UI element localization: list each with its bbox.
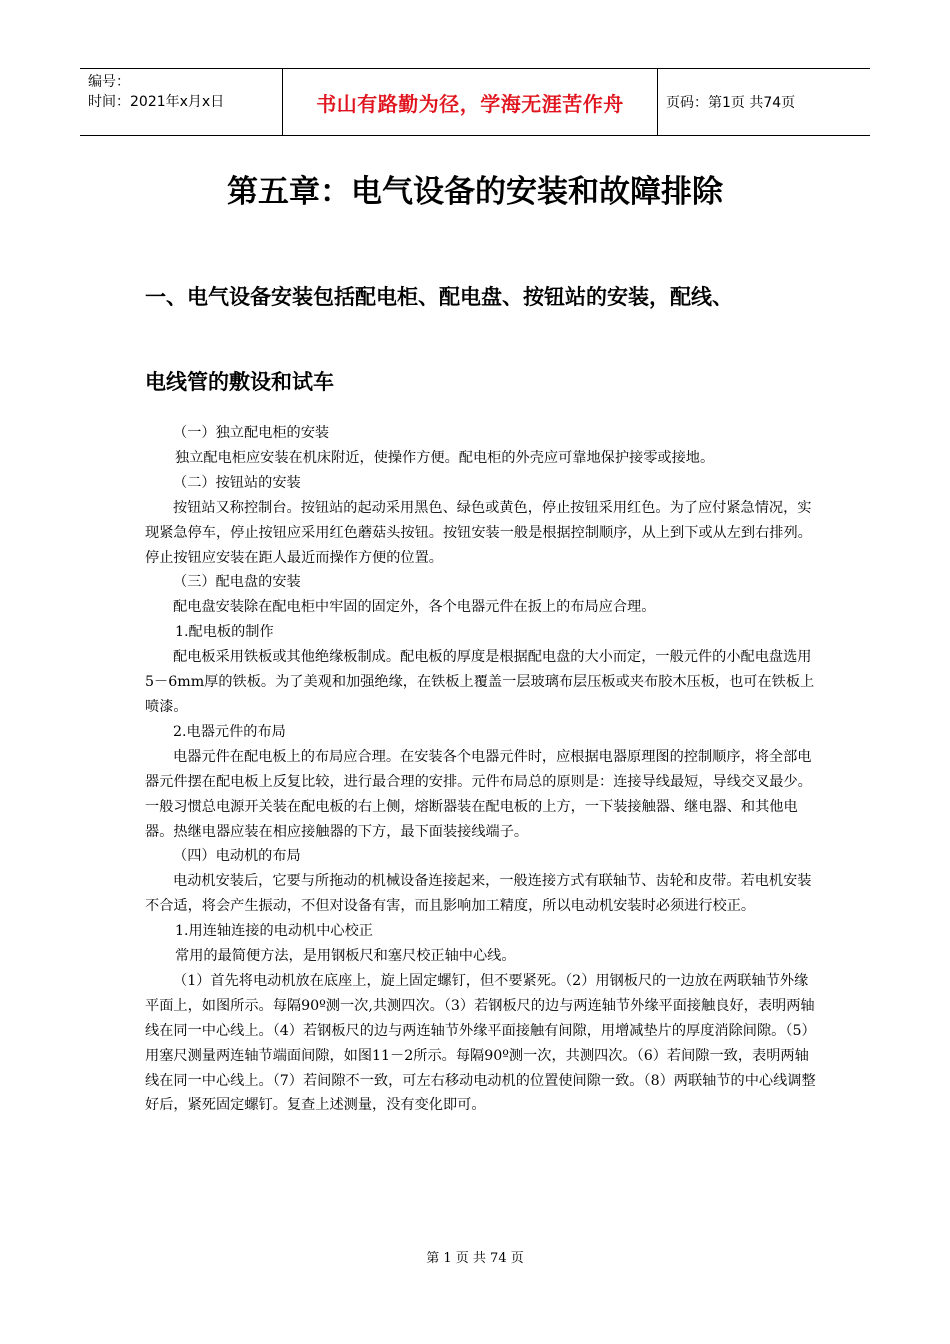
- body-paragraph: 常用的最简便方法，是用钢板尺和塞尺校正轴中心线。: [175, 948, 516, 965]
- page-footer: 第 1 页 共 74 页: [426, 1251, 524, 1266]
- section-heading-line-2: 电线管的敷设和试车: [145, 370, 334, 394]
- header-meta: [80, 69, 282, 135]
- body-paragraph: 配电板采用铁板或其他绝缘板制成。配电板的厚度是根据配电盘的大小而定，一般元件的小配电盘选用5－6mm厚的铁板。为了美观和加强绝缘，在铁板上覆盖一层玻璃布层压板或夹布胶木压板，也可在铁板上喷漆。: [145, 649, 815, 715]
- body-paragraph: 独立配电柜应安装在机床附近，使操作方便。配电柜的外壳应可靠地保护接零或接地。: [175, 449, 715, 466]
- body-paragraph: （一）独立配电柜的安装: [173, 425, 330, 441]
- motto-text: 书山有路勤为径，学海无涯苦作舟: [316, 91, 624, 116]
- section-heading-line-1: 一、电气设备安装包括配电柜、配电盘、按钮站的安装，配线、: [145, 285, 733, 309]
- body-paragraph: 配电盘安装除在配电柜中牢固的固定外，各个电器元件在扳上的布局应合理。: [173, 599, 656, 616]
- body-paragraph: 电器元件在配电板上的布局应合理。在安装各个电器元件时，应根据电器原理图的控制顺序，将全部电器元件摆在配电板上反复比较，进行最合理的安排。元件布局总的原则是：连接导线最短，导线交叉最少。一般习惯总电源开关装在配电板的右上侧，熔断器装在配电板的上方，一下装接触器、继电器、和其他电器。热继电器应装在相应接触器的下方，最下面装接线端子。: [145, 748, 812, 840]
- page-info-text: 页码：第1页 共74页: [666, 95, 796, 111]
- header-motto-cell: [282, 69, 658, 135]
- body-paragraph: 电动机安装后，它要与所拖动的机械设备连接起来，一般连接方式有联轴节、齿轮和皮带。若电机安装不合适，将会产生振动，不但对设备有害，而且影响加工精度，所以电动机安装时必须进行校正。: [145, 873, 812, 915]
- time-label: 时间：2021年x月x日: [88, 94, 225, 110]
- header-page-info: [658, 69, 870, 135]
- body-paragraph: （1）首先将电动机放在底座上，旋上固定螺钉，但不要紧死。（2）用钢板尺的一边放在两联轴节外缘平面上，如图所示。每隔90º测一次,共测四次。（3）若钢板尺的边与两连轴节外缘平面接触良好，表明两轴线在同一中心线上。（4）若钢板尺的边与两连轴节外缘平面接触有间隙，用增减垫片的厚度消除间隙。（5）用塞尺测量两连轴节端面间隙，如图11－2所示。每隔90º测一次，共测四次。（6）若间隙一致，表明两轴线在同一中心线上。（7）若间隙不一致，可左右移动电动机的位置使间隙一致。（8）两联轴节的中心线调整好后，紧死固定螺钉。复查上述测量，没有变化即可。: [145, 972, 816, 1114]
- body-paragraph: 2.电器元件的布局: [173, 723, 286, 740]
- body-text: [145, 421, 820, 1118]
- body-paragraph: 按钮站又称控制台。按钮站的起动采用黑色、绿色或黄色，停止按钮采用红色。为了应付紧急情况，实现紧急停车，停止按钮应采用红色蘑菇头按钮。按钮安装一般是根据控制顺序，从上到下或从左到右排列。停止按钮应安装在距人最近而操作方便的位置。: [145, 499, 812, 566]
- body-paragraph: 1.配电板的制作: [175, 624, 274, 641]
- number-label: 编号：: [88, 74, 130, 90]
- chapter-title: 第五章：电气设备的安装和故障排除: [227, 174, 723, 210]
- body-paragraph: （四）电动机的布局: [173, 848, 301, 865]
- page-header: [80, 68, 870, 136]
- body-paragraph: （三）配电盘的安装: [173, 574, 301, 591]
- body-paragraph: （二）按钮站的安装: [173, 474, 301, 491]
- body-paragraph: 1.用连轴连接的电动机中心校正: [175, 923, 373, 940]
